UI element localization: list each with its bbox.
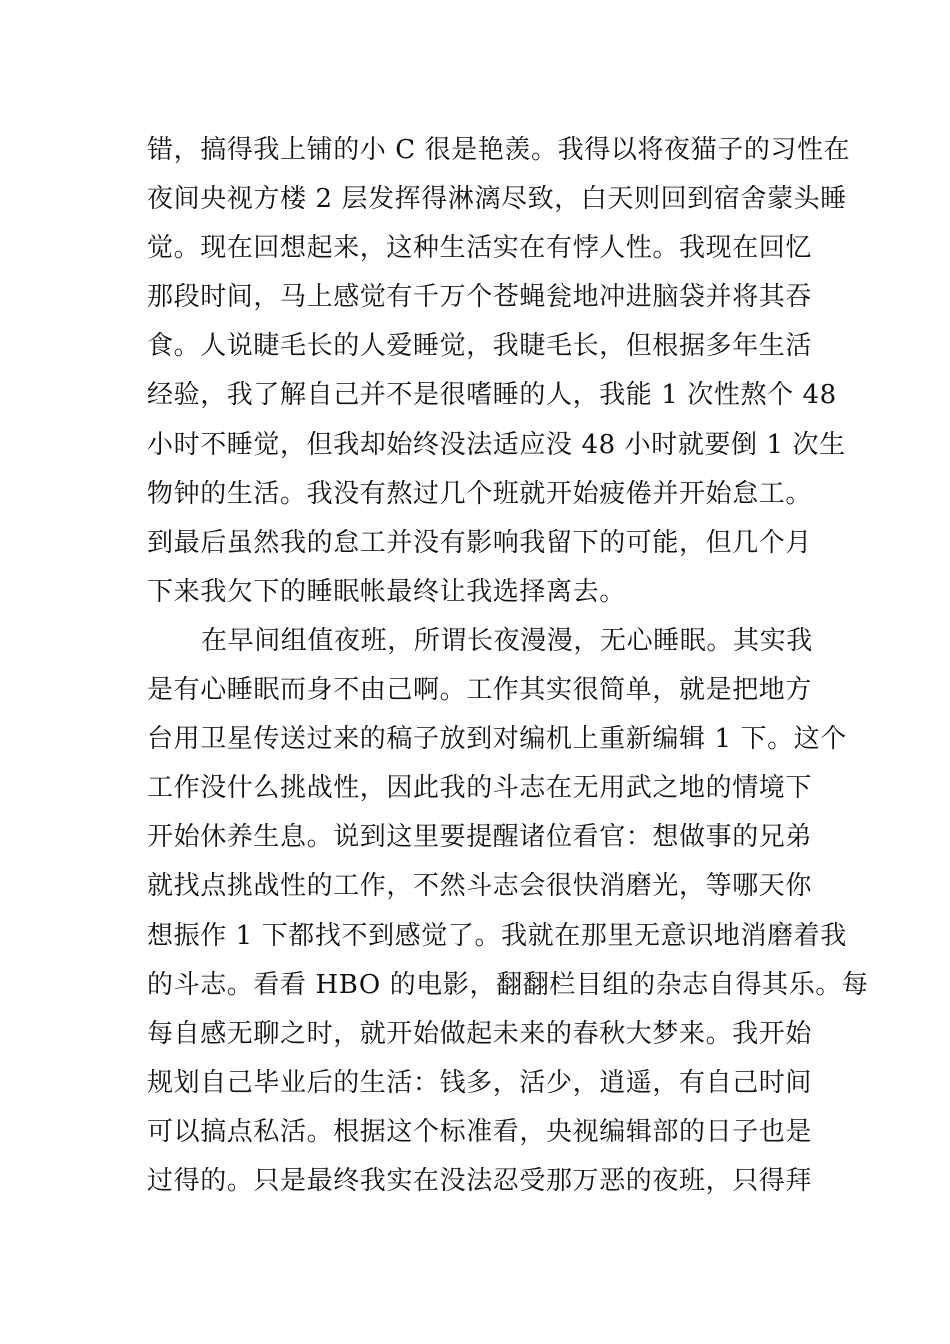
text-line: 食。人说睫毛长的人爱睡觉，我睫毛长，但根据多年生活 <box>147 331 813 362</box>
text-line: 下来我欠下的睡眠帐最终让我选择离去。 <box>147 576 626 607</box>
text-line: 想振作 1 下都找不到感觉了。我就在那里无意识地消磨着我 <box>147 920 847 951</box>
text-line: 物钟的生活。我没有熬过几个班就开始疲倦并开始怠工。 <box>147 478 813 509</box>
text-line: 夜间央视方楼 2 层发挥得淋漓尽致，白天则回到宿舍蒙头睡 <box>147 184 847 215</box>
text-line: 开始休养生息。说到这里要提醒诸位看官：想做事的兄弟 <box>147 822 813 853</box>
text-line: 可以搞点私活。根据这个标准看，央视编辑部的日子也是 <box>147 1116 813 1147</box>
text-line: 工作没什么挑战性，因此我的斗志在无用武之地的情境下 <box>147 773 813 804</box>
text-line: 到最后虽然我的怠工并没有影响我留下的可能，但几个月 <box>147 527 813 558</box>
text-line: 台用卫星传送过来的稿子放到对编机上重新编辑 1 下。这个 <box>147 724 847 755</box>
text-line: 小时不睡觉，但我却始终没法适应没 48 小时就要倒 1 次生 <box>147 429 846 460</box>
text-line: 的斗志。看看 HBO 的电影，翻翻栏目组的杂志自得其乐。每 <box>147 969 869 1000</box>
text-line: 是有心睡眠而身不由己啊。工作其实很简单，就是把地方 <box>147 675 813 706</box>
text-line: 就找点挑战性的工作，不然斗志会很快消磨光，等哪天你 <box>147 871 813 902</box>
text-line: 经验，我了解自己并不是很嗜睡的人，我能 1 次性熬个 48 <box>147 380 837 411</box>
text-line: 过得的。只是最终我实在没法忍受那万恶的夜班，只得拜 <box>147 1165 813 1196</box>
text-line: 觉。现在回想起来，这种生活实在有悖人性。我现在回忆 <box>147 233 813 264</box>
text-line: 那段时间，马上感觉有千万个苍蝇瓮地冲进脑袋并将其吞 <box>147 282 813 313</box>
text-line: 错，搞得我上铺的小 C 很是艳羡。我得以将夜猫子的习性在 <box>147 135 851 165</box>
paragraph-start-line: 在早间组值夜班，所谓长夜漫漫，无心睡眠。其实我 <box>201 625 813 656</box>
text-line: 规划自己毕业后的生活：钱多，活少，逍遥，有自己时间 <box>147 1067 813 1098</box>
text-line: 每自感无聊之时，就开始做起未来的春秋大梦来。我开始 <box>147 1018 813 1049</box>
body-text <box>147 126 869 1206</box>
